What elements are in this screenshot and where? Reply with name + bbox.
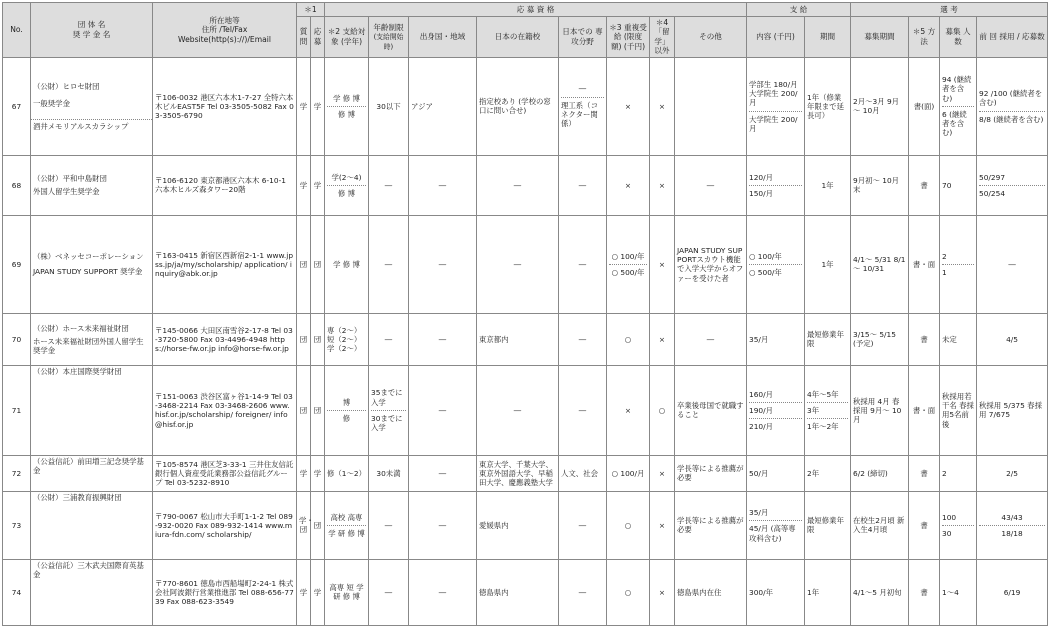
row-other xyxy=(675,57,747,155)
row-org: （公財）ホース未来福祉財団 ホース未来福祉財団外国人留学生奨学金 xyxy=(31,313,153,365)
row-inquiry: 学 xyxy=(297,57,311,155)
row-origin: ― xyxy=(409,365,477,455)
row-origin: ― xyxy=(409,559,477,625)
row-field: ― xyxy=(559,215,607,313)
row-address: 〒105-8574 港区芝3-33-1 三井住友信託銀行個人資産受託業務部公益信託グループ Tel 03-5232-8910 xyxy=(153,455,297,491)
row-recruit: 3/15～ 5/15 (予定) xyxy=(851,313,909,365)
row-age: 30未満 xyxy=(369,455,409,491)
row-org: （公益信託）三木武夫国際育英基金 xyxy=(31,559,153,625)
scholarship-table xyxy=(2,2,1048,626)
row-org: （公財）本庄国際奨学財団 xyxy=(31,365,153,455)
row-apply: 学 xyxy=(311,455,325,491)
header-no: No. xyxy=(3,3,31,58)
row-address: 〒145-0066 大田区南雪谷2-17-8 Tel 03-3720-5800 Fax 03-4496-4948 https://horse-fw.or.jp info@horse-fw.or.jp xyxy=(153,313,297,365)
row-inquiry: 団 xyxy=(297,313,311,365)
header-origin: 出身国・地域 xyxy=(409,17,477,58)
row-target: 高校 高専 学 研 修 博 xyxy=(325,491,369,559)
row-school: ― xyxy=(477,215,559,313)
row-origin: ― xyxy=(409,491,477,559)
row-content: 120/月 150/月 xyxy=(747,155,805,215)
table-row xyxy=(3,313,1048,365)
row-target: 学 修 博 修 博 xyxy=(325,57,369,155)
row-period: 4年～5年 3年 1年～2年 xyxy=(805,365,851,455)
row-org: （公益信託）前田増三記念奨学基金 xyxy=(31,455,153,491)
row-prev: ― xyxy=(977,215,1048,313)
row-count: 2 xyxy=(940,455,977,491)
row-address: 〒151-0063 渋谷区富ヶ谷1-14-9 Tel 03-3468-2214 Fax 03-3468-2606 www.hisf.or.jp/scholarship/ foreigner/ info@hisf.or.jp xyxy=(153,365,297,455)
row-no: 71 xyxy=(3,365,31,455)
row-field: ― xyxy=(559,155,607,215)
row-ryugaku: × xyxy=(650,559,675,625)
row-target: 専（2～） 短（2～） 学（2～） xyxy=(325,313,369,365)
row-dup: ○ xyxy=(607,313,650,365)
row-period: 1年 xyxy=(805,559,851,625)
row-no: 72 xyxy=(3,455,31,491)
row-ryugaku: × xyxy=(650,155,675,215)
row-count: 94 (継続者を含む) 6 (継続者を含む) xyxy=(940,57,977,155)
row-field: ― 理工系（コネクター関係） xyxy=(559,57,607,155)
row-count: 70 xyxy=(940,155,977,215)
row-age: 30以下 xyxy=(369,57,409,155)
row-dup: × xyxy=(607,57,650,155)
row-prev: 6/19 xyxy=(977,559,1048,625)
header-dup: ＊3 重複受給 (限度額) (千円) xyxy=(607,17,650,58)
row-address: 〒106-0032 港区六本木1-7-27 全特六本木ビルEAST5F Tel 03-3505-5082 Fax 03-3505-6790 xyxy=(153,57,297,155)
row-other: JAPAN STUDY SUPPORTスカウト機能で入学大学からオファーを受けた者 xyxy=(675,215,747,313)
row-age: ― xyxy=(369,559,409,625)
table-row xyxy=(3,455,1048,491)
row-target: 博 修 xyxy=(325,365,369,455)
row-recruit: 4/1～ 5/31 8/1～ 10/31 xyxy=(851,215,909,313)
row-period: 1年 xyxy=(805,215,851,313)
row-origin: ― xyxy=(409,215,477,313)
row-no: 73 xyxy=(3,491,31,559)
row-count: 未定 xyxy=(940,313,977,365)
header-ryugaku: ＊4 「留学」 以外 xyxy=(650,17,675,58)
table-row xyxy=(3,57,1048,155)
row-field: ― xyxy=(559,313,607,365)
row-no: 69 xyxy=(3,215,31,313)
row-field: ― xyxy=(559,491,607,559)
row-content: 35/月 45/月 (高等専攻科含む) xyxy=(747,491,805,559)
row-dup: × xyxy=(607,365,650,455)
row-recruit: 在校生2月頃 新入生4月頃 xyxy=(851,491,909,559)
header-address: 所在地等 住所 /Tel/Fax Website(http(s)://)/Email xyxy=(153,3,297,58)
row-school: ― xyxy=(477,365,559,455)
row-dup: ○ 100/年 ○ 500/年 xyxy=(607,215,650,313)
header-count: 募集 人数 xyxy=(940,17,977,58)
row-target: 学 修 博 xyxy=(325,215,369,313)
table-row xyxy=(3,559,1048,625)
row-recruit: 9月初～ 10月末 xyxy=(851,155,909,215)
row-address: 〒770-8601 徳島市西船場町2-24-1 株式会社阿波銀行営業推進部 Tel 088-656-7739 Fax 088-623-3549 xyxy=(153,559,297,625)
table-header xyxy=(3,3,1048,58)
row-content: 300/年 xyxy=(747,559,805,625)
header-mark1: ＊1 xyxy=(297,3,325,17)
row-prev: 2/5 xyxy=(977,455,1048,491)
row-prev: 92 /100 (継続者を含む) 8/8 (継続者を含む) xyxy=(977,57,1048,155)
row-origin: ― xyxy=(409,313,477,365)
row-recruit: 秋採用 4月 春採用 9月～ 10月 xyxy=(851,365,909,455)
row-content: 35/月 xyxy=(747,313,805,365)
row-method: 書 xyxy=(909,455,940,491)
row-school: ― xyxy=(477,155,559,215)
row-ryugaku: × xyxy=(650,313,675,365)
row-school: 東京都内 xyxy=(477,313,559,365)
row-age: ― xyxy=(369,491,409,559)
row-org: （公財）ヒロセ財団 一般奨学金 酒井メモリアルスカラシップ xyxy=(31,57,153,155)
row-age: ― xyxy=(369,155,409,215)
row-method: 書(面) xyxy=(909,57,940,155)
row-method: 書 xyxy=(909,155,940,215)
row-inquiry: 学 xyxy=(297,559,311,625)
row-ryugaku: × xyxy=(650,57,675,155)
row-apply: 学 xyxy=(311,559,325,625)
row-target: 学(2～4) 修 博 xyxy=(325,155,369,215)
row-inquiry: 学・団 xyxy=(297,491,311,559)
row-other: ― xyxy=(675,313,747,365)
row-other: 学長等による推薦が必要 xyxy=(675,455,747,491)
row-method: 書・面 xyxy=(909,215,940,313)
row-school: 徳島県内 xyxy=(477,559,559,625)
header-name: 団 体 名 奨 学 金 名 xyxy=(31,3,153,58)
row-field: ― xyxy=(559,559,607,625)
row-method: 書 xyxy=(909,559,940,625)
row-period: 1年（修業年限まで延長可） xyxy=(805,57,851,155)
row-origin: ― xyxy=(409,455,477,491)
row-other: 学長等による推薦が必要 xyxy=(675,491,747,559)
header-other: その他 xyxy=(675,17,747,58)
row-inquiry: 学 xyxy=(297,455,311,491)
row-no: 70 xyxy=(3,313,31,365)
row-apply: 団 xyxy=(311,215,325,313)
row-other: 徳島県内在住 xyxy=(675,559,747,625)
row-school: 指定校あり (学校の窓口に問い合せ) xyxy=(477,57,559,155)
table-row xyxy=(3,215,1048,313)
row-apply: 学 xyxy=(311,155,325,215)
row-dup: ○ xyxy=(607,491,650,559)
row-recruit: 2月～3月 9月～ 10月 xyxy=(851,57,909,155)
table-row xyxy=(3,155,1048,215)
row-count: 1～4 xyxy=(940,559,977,625)
row-inquiry: 団 xyxy=(297,215,311,313)
header-method: ＊5 方法 xyxy=(909,17,940,58)
row-count: 秋採用若干名 春採用5名前後 xyxy=(940,365,977,455)
row-period: 1年 xyxy=(805,155,851,215)
header-recruit-period: 募集期間 xyxy=(851,17,909,58)
row-no: 74 xyxy=(3,559,31,625)
row-method: 書・面 xyxy=(909,365,940,455)
header-inquiry: 質問 xyxy=(297,17,311,58)
row-other: 卒業後母国で就職すること xyxy=(675,365,747,455)
row-apply: 団 xyxy=(311,313,325,365)
row-content: 50/月 xyxy=(747,455,805,491)
row-apply: 団 xyxy=(311,491,325,559)
header-school: 日本の在籍校 xyxy=(477,17,559,58)
row-count: 2 1 xyxy=(940,215,977,313)
row-dup: ○ xyxy=(607,559,650,625)
row-inquiry: 団 xyxy=(297,365,311,455)
row-org: （公財）平和中島財団 外国人留学生奨学金 xyxy=(31,155,153,215)
row-prev: 4/5 xyxy=(977,313,1048,365)
row-ryugaku: ○ xyxy=(650,365,675,455)
header-selection: 選 考 xyxy=(851,3,1048,17)
row-target: 高専 短 学 研 修 博 xyxy=(325,559,369,625)
row-content: 学部生 180/月 大学院生 200/月 大学院生 200/月 xyxy=(747,57,805,155)
row-ryugaku: × xyxy=(650,215,675,313)
row-recruit: 6/2 (締切) xyxy=(851,455,909,491)
row-prev: 秋採用 5/375 春採用 7/675 xyxy=(977,365,1048,455)
header-period: 期間 xyxy=(805,17,851,58)
row-address: 〒106-6120 東京都港区六本木 6-10-1 六本木ヒルズ森タワー20階 xyxy=(153,155,297,215)
row-dup: ○ 100/月 xyxy=(607,455,650,491)
row-org: （公財）三浦教育振興財団 xyxy=(31,491,153,559)
row-field: ― xyxy=(559,365,607,455)
row-count: 100 30 xyxy=(940,491,977,559)
row-prev: 43/43 18/18 xyxy=(977,491,1048,559)
row-address: 〒163-0415 新宿区西新宿2-1-1 www.jpss.jp/ja/my/scholarship/ application/ inquiry@abk.or.jp xyxy=(153,215,297,313)
row-school: 東京大学、千葉大学、東京外国語大学、早稲田大学、慶應義塾大学 xyxy=(477,455,559,491)
header-payment: 支 給 xyxy=(747,3,851,17)
row-dup: × xyxy=(607,155,650,215)
row-address: 〒790-0067 松山市大手町1-1-2 Tel 089-932-0020 Fax 089-932-1414 www.miura-fdn.com/ scholarship/ xyxy=(153,491,297,559)
header-prev: 前 回 採用 / 応募数 xyxy=(977,17,1048,58)
header-apply: 応募 xyxy=(311,17,325,58)
table-row xyxy=(3,491,1048,559)
row-content: 160/月 190/月 210/月 xyxy=(747,365,805,455)
row-other: ― xyxy=(675,155,747,215)
row-method: 書 xyxy=(909,313,940,365)
row-apply: 団 xyxy=(311,365,325,455)
row-no: 67 xyxy=(3,57,31,155)
row-method: 書 xyxy=(909,491,940,559)
row-origin: ― xyxy=(409,155,477,215)
row-period: 最短修業年限 xyxy=(805,313,851,365)
row-origin: アジア xyxy=(409,57,477,155)
row-content: ○ 100/年 ○ 500/年 xyxy=(747,215,805,313)
row-recruit: 4/1～5 月初旬 xyxy=(851,559,909,625)
header-target: ＊2 支給対象 (学年) xyxy=(325,17,369,58)
row-ryugaku: × xyxy=(650,455,675,491)
row-age: 35までに入学 30までに入学 xyxy=(369,365,409,455)
header-qualification: 応 募 資 格 xyxy=(325,3,747,17)
row-target: 修（1～2） xyxy=(325,455,369,491)
row-school: 愛媛県内 xyxy=(477,491,559,559)
row-ryugaku: × xyxy=(650,491,675,559)
row-field: 人文、社会 xyxy=(559,455,607,491)
header-content: 内容 (千円) xyxy=(747,17,805,58)
row-period: 最短修業年限 xyxy=(805,491,851,559)
row-prev: 50/297 50/254 xyxy=(977,155,1048,215)
row-no: 68 xyxy=(3,155,31,215)
row-apply: 学 xyxy=(311,57,325,155)
table-row xyxy=(3,365,1048,455)
row-period: 2年 xyxy=(805,455,851,491)
header-age: 年齢制限 (支給開始時) xyxy=(369,17,409,58)
row-age: ― xyxy=(369,215,409,313)
row-age: ― xyxy=(369,313,409,365)
header-field: 日本での 専攻分野 xyxy=(559,17,607,58)
row-org: （株）ベネッセコーポレーション JAPAN STUDY SUPPORT 奨学金 xyxy=(31,215,153,313)
row-inquiry: 学 xyxy=(297,155,311,215)
